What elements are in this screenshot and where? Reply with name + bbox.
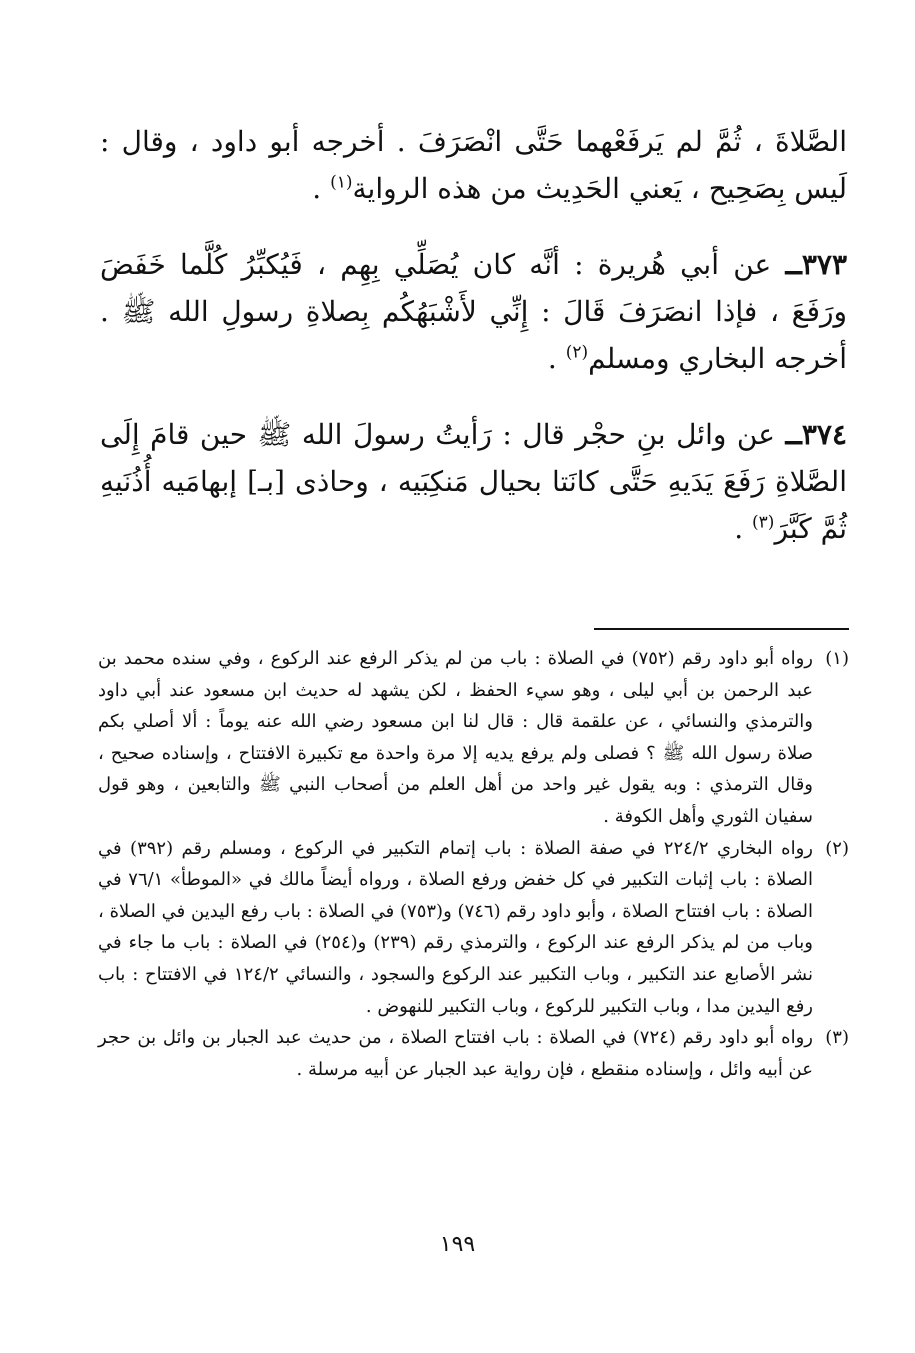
paragraph-end: . bbox=[547, 342, 566, 375]
paragraph-text: عن أبي هُريرة : أنَّه كان يُصَلِّي بِهِم ، فَيُكبِّرُ كُلَّما خَفَضَ ورَفَعَ ، فإذا انصَرَفَ قَالَ : إِنِّي لأَشْبَهُكُم بِصلاةِ رسولِ الله ﷺ . أخرجه البخاري ومسلم bbox=[100, 248, 847, 375]
footnote-text: رواه أبو داود رقم (٧٥٢) في الصلاة : باب من لم يذكر الرفع عند الركوع ، وفي سنده محمد بن عبد الرحمن بن أبي ليلى ، وهو سيء الحفظ ، لكن يشهد له حديث ابن مسعود عند أبي داود والترمذي والنسائي ، عن علقمة قال : قال لنا ابن مسعود رضي الله عنه يوماً : ألا أصلي بكم صلاة رسول الله ﷺ ؟ فصلى ولم يرفع يديه إلا مرة واحدة مع تكبيرة الافتتاح ، وإسناده صحيح ، وقال الترمذي : وبه يقول غير واحد من أهل العلم من أصحاب النبي ﷺ والتابعين ، وهو قول سفيان الثوري وأهل الكوفة . bbox=[98, 648, 813, 827]
hadith-374 bbox=[100, 411, 847, 552]
footnote-2 bbox=[98, 833, 849, 1023]
footnote-label: (٣) bbox=[825, 1027, 849, 1049]
footnotes bbox=[98, 643, 849, 1085]
footnote-divider bbox=[594, 628, 849, 630]
footnote-marker: (١) bbox=[330, 172, 353, 193]
paragraph-end: . bbox=[734, 512, 753, 545]
page-number: ١٩٩ bbox=[439, 1232, 476, 1257]
paragraph-text: عن وائل بنِ حجْر قال : رَأيتُ رسولَ الله ﷺ حين قامَ إِلَى الصَّلاةِ رَفَعَ يَدَيهِ حَتَّى كانَتا بحيال مَنكِبَيه ، وحاذى [بـ] إبهامَيه أُذُنَيهِ ثُمَّ كَبَّرَ bbox=[100, 418, 847, 545]
paragraph-continuation bbox=[100, 118, 847, 212]
paragraph-text: الصَّلاةَ ، ثُمَّ لم يَرفَعْهما حَتَّى انْصَرَفَ . أخرجه أبو داود ، وقال : لَيس بِصَحِيح ، يَعني الحَدِيث من هذه الرواية bbox=[100, 125, 847, 205]
footnote-1 bbox=[98, 643, 849, 833]
footnote-text: رواه أبو داود رقم (٧٢٤) في الصلاة : باب افتتاح الصلاة ، من حديث عبد الجبار بن وائل بن حجر عن أبيه وائل ، وإسناده منقطع ، فإن رواية عبد الجبار عن أبيه مرسلة . bbox=[98, 1027, 813, 1080]
footnote-label: (٢) bbox=[825, 837, 849, 859]
footnote-text: رواه البخاري ٢٢٤/٢ في صفة الصلاة : باب إتمام التكبير في الركوع ، ومسلم رقم (٣٩٢) في الصلاة : باب إثبات التكبير في كل خفض ورفع الصلاة ، ورواه أيضاً مالك في «الموطأ» ٧٦/١ في الصلاة : باب افتتاح الصلاة ، وأبو داود رقم (٧٤٦) و(٧٥٣) في الصلاة : باب رفع اليدين في الصلاة ، وباب من لم يذكر الرفع عند الركوع ، والترمذي رقم (٢٣٩) و(٢٥٤) في الصلاة : باب ما جاء في نشر الأصابع عند التكبير ، وباب التكبير عند الركوع والسجود ، والنسائي ١٢٤/٢ في الافتتاح : باب رفع اليدين مدا ، وباب التكبير للركوع ، وباب التكبير للنهوض . bbox=[98, 837, 814, 1017]
footnote-marker: (٣) bbox=[752, 512, 775, 533]
main-text bbox=[100, 118, 847, 552]
footnote-3 bbox=[98, 1022, 849, 1085]
footnote-marker: (٢) bbox=[565, 342, 589, 363]
paragraph-end: . bbox=[312, 172, 331, 205]
hadith-number: ٣٧٣ــ bbox=[785, 248, 847, 281]
hadith-373 bbox=[100, 241, 847, 382]
hadith-number: ٣٧٤ــ bbox=[785, 418, 847, 451]
footnote-label: (١) bbox=[825, 648, 849, 669]
